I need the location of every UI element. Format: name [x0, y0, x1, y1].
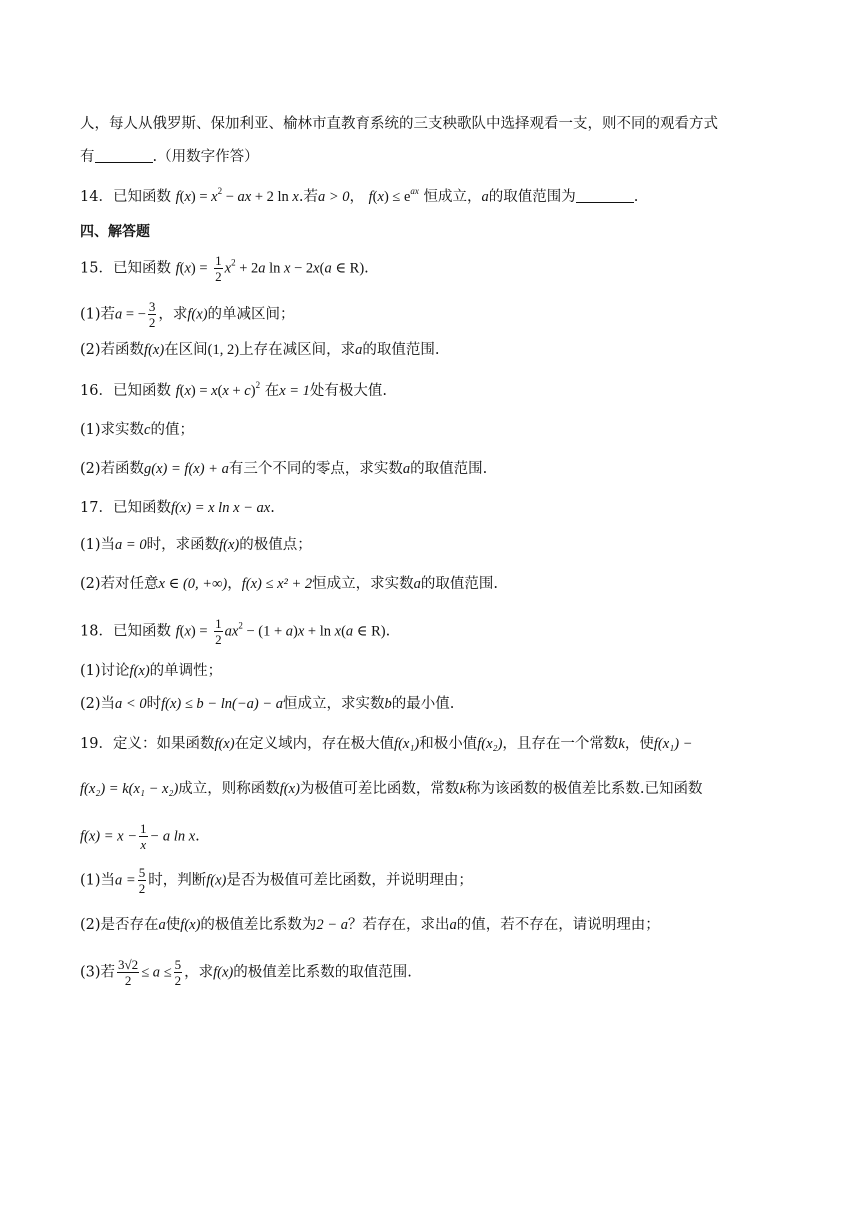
fraction: $\frac{1}{2}$: [215, 253, 222, 284]
question-17: 17．已知函数f(x) = x ln x − ax.: [80, 500, 275, 516]
question-16-part-1: (1)求实数c的值；: [80, 422, 194, 438]
intro-line-1: 人，每人从俄罗斯、保加利亚、榆林市直教育系统的三支秧歌队中选择观看一支，则不同的观看方式: [80, 116, 718, 132]
question-18: 18．已知函数 f(x) = $\frac{1}{2}$ $ax^2 - (1 + a)x + \ln x(a$ ∈ R).: [80, 616, 391, 647]
question-16: 16．已知函数 $f(x) = x(x + c)^2$ 在x = 1处有极大值.: [80, 380, 388, 399]
question-19: 19．定义：如果函数f(x)在定义域内，存在极大值f(x₁)和极小值f(x₂)，且存在一个常数k，使f(x₁) −: [80, 736, 693, 752]
fraction: $\frac{5}{2}$: [174, 957, 182, 988]
question-17-part-2: (2)若对任意x ∈ (0, +∞)，f(x) ≤ x² + 2恒成立，求实数a的取值范围.: [80, 576, 499, 592]
fraction: $\frac{1}{x}$: [140, 821, 147, 852]
question-16-part-2: (2)若函数g(x) = f(x) + a有三个不同的零点，求实数a的取值范围.: [80, 461, 488, 477]
answer-blank[interactable]: [576, 188, 634, 203]
question-19-part-3: (3)若 $\frac{3√2}{2}$ ≤ a ≤ $\frac{5}{2}$ ，求f(x)的极值差比系数的取值范围.: [80, 957, 412, 988]
section-heading: 四、解答题: [80, 224, 150, 240]
question-15-part-1: (1)若a = − $\frac{3}{2}$ ，求f(x)的单减区间；: [80, 299, 295, 330]
question-17-part-1: (1)当a = 0时，求函数f(x)的极值点；: [80, 537, 312, 553]
question-18-part-2: (2)当a < 0时f(x) ≤ b − ln(−a) − a恒成立，求实数b的最小值.: [80, 696, 455, 712]
fraction: $\frac{1}{2}$: [215, 616, 222, 647]
question-15-part-2: (2)若函数f(x)在区间(1, 2)上存在减区间，求a的取值范围.: [80, 342, 440, 358]
question-19-line-2: f(x₂) = k(x₁ − x₂)成立，则称函数f(x)为极值可差比函数，常数k称为该函数的极值差比系数.已知函数: [80, 781, 703, 797]
intro-line-2: 有 .（用数字作答）: [80, 149, 259, 165]
question-15: 15．已知函数 f(x) = $\frac{1}{2}$ $x^2 + 2a$ ln x − 2x(a ∈ R).: [80, 253, 369, 284]
question-19-line-3: f(x) = x − $\frac{1}{x}$ − a ln x.: [80, 821, 200, 852]
q14-function: f: [175, 189, 180, 205]
question-19-part-2: (2)是否存在a使f(x)的极值差比系数为2 − a？若存在，求出a的值，若不存在，请说明理由；: [80, 917, 660, 933]
question-19-part-1: (1)当a = $\frac{5}{2}$ 时，判断f(x)是否为极值可差比函数，并说明理由；: [80, 865, 473, 896]
fraction: $\frac{3√2}{2}$: [118, 957, 139, 988]
answer-blank[interactable]: [95, 148, 153, 163]
question-18-part-1: (1)讨论f(x)的单调性；: [80, 663, 223, 679]
question-14: 14．已知函数 $f(x) = x^2$ − ax + 2 ln x.若a > 0， $f(x) \le e^{ax}$ 恒成立，a的取值范围为 .: [80, 186, 639, 205]
